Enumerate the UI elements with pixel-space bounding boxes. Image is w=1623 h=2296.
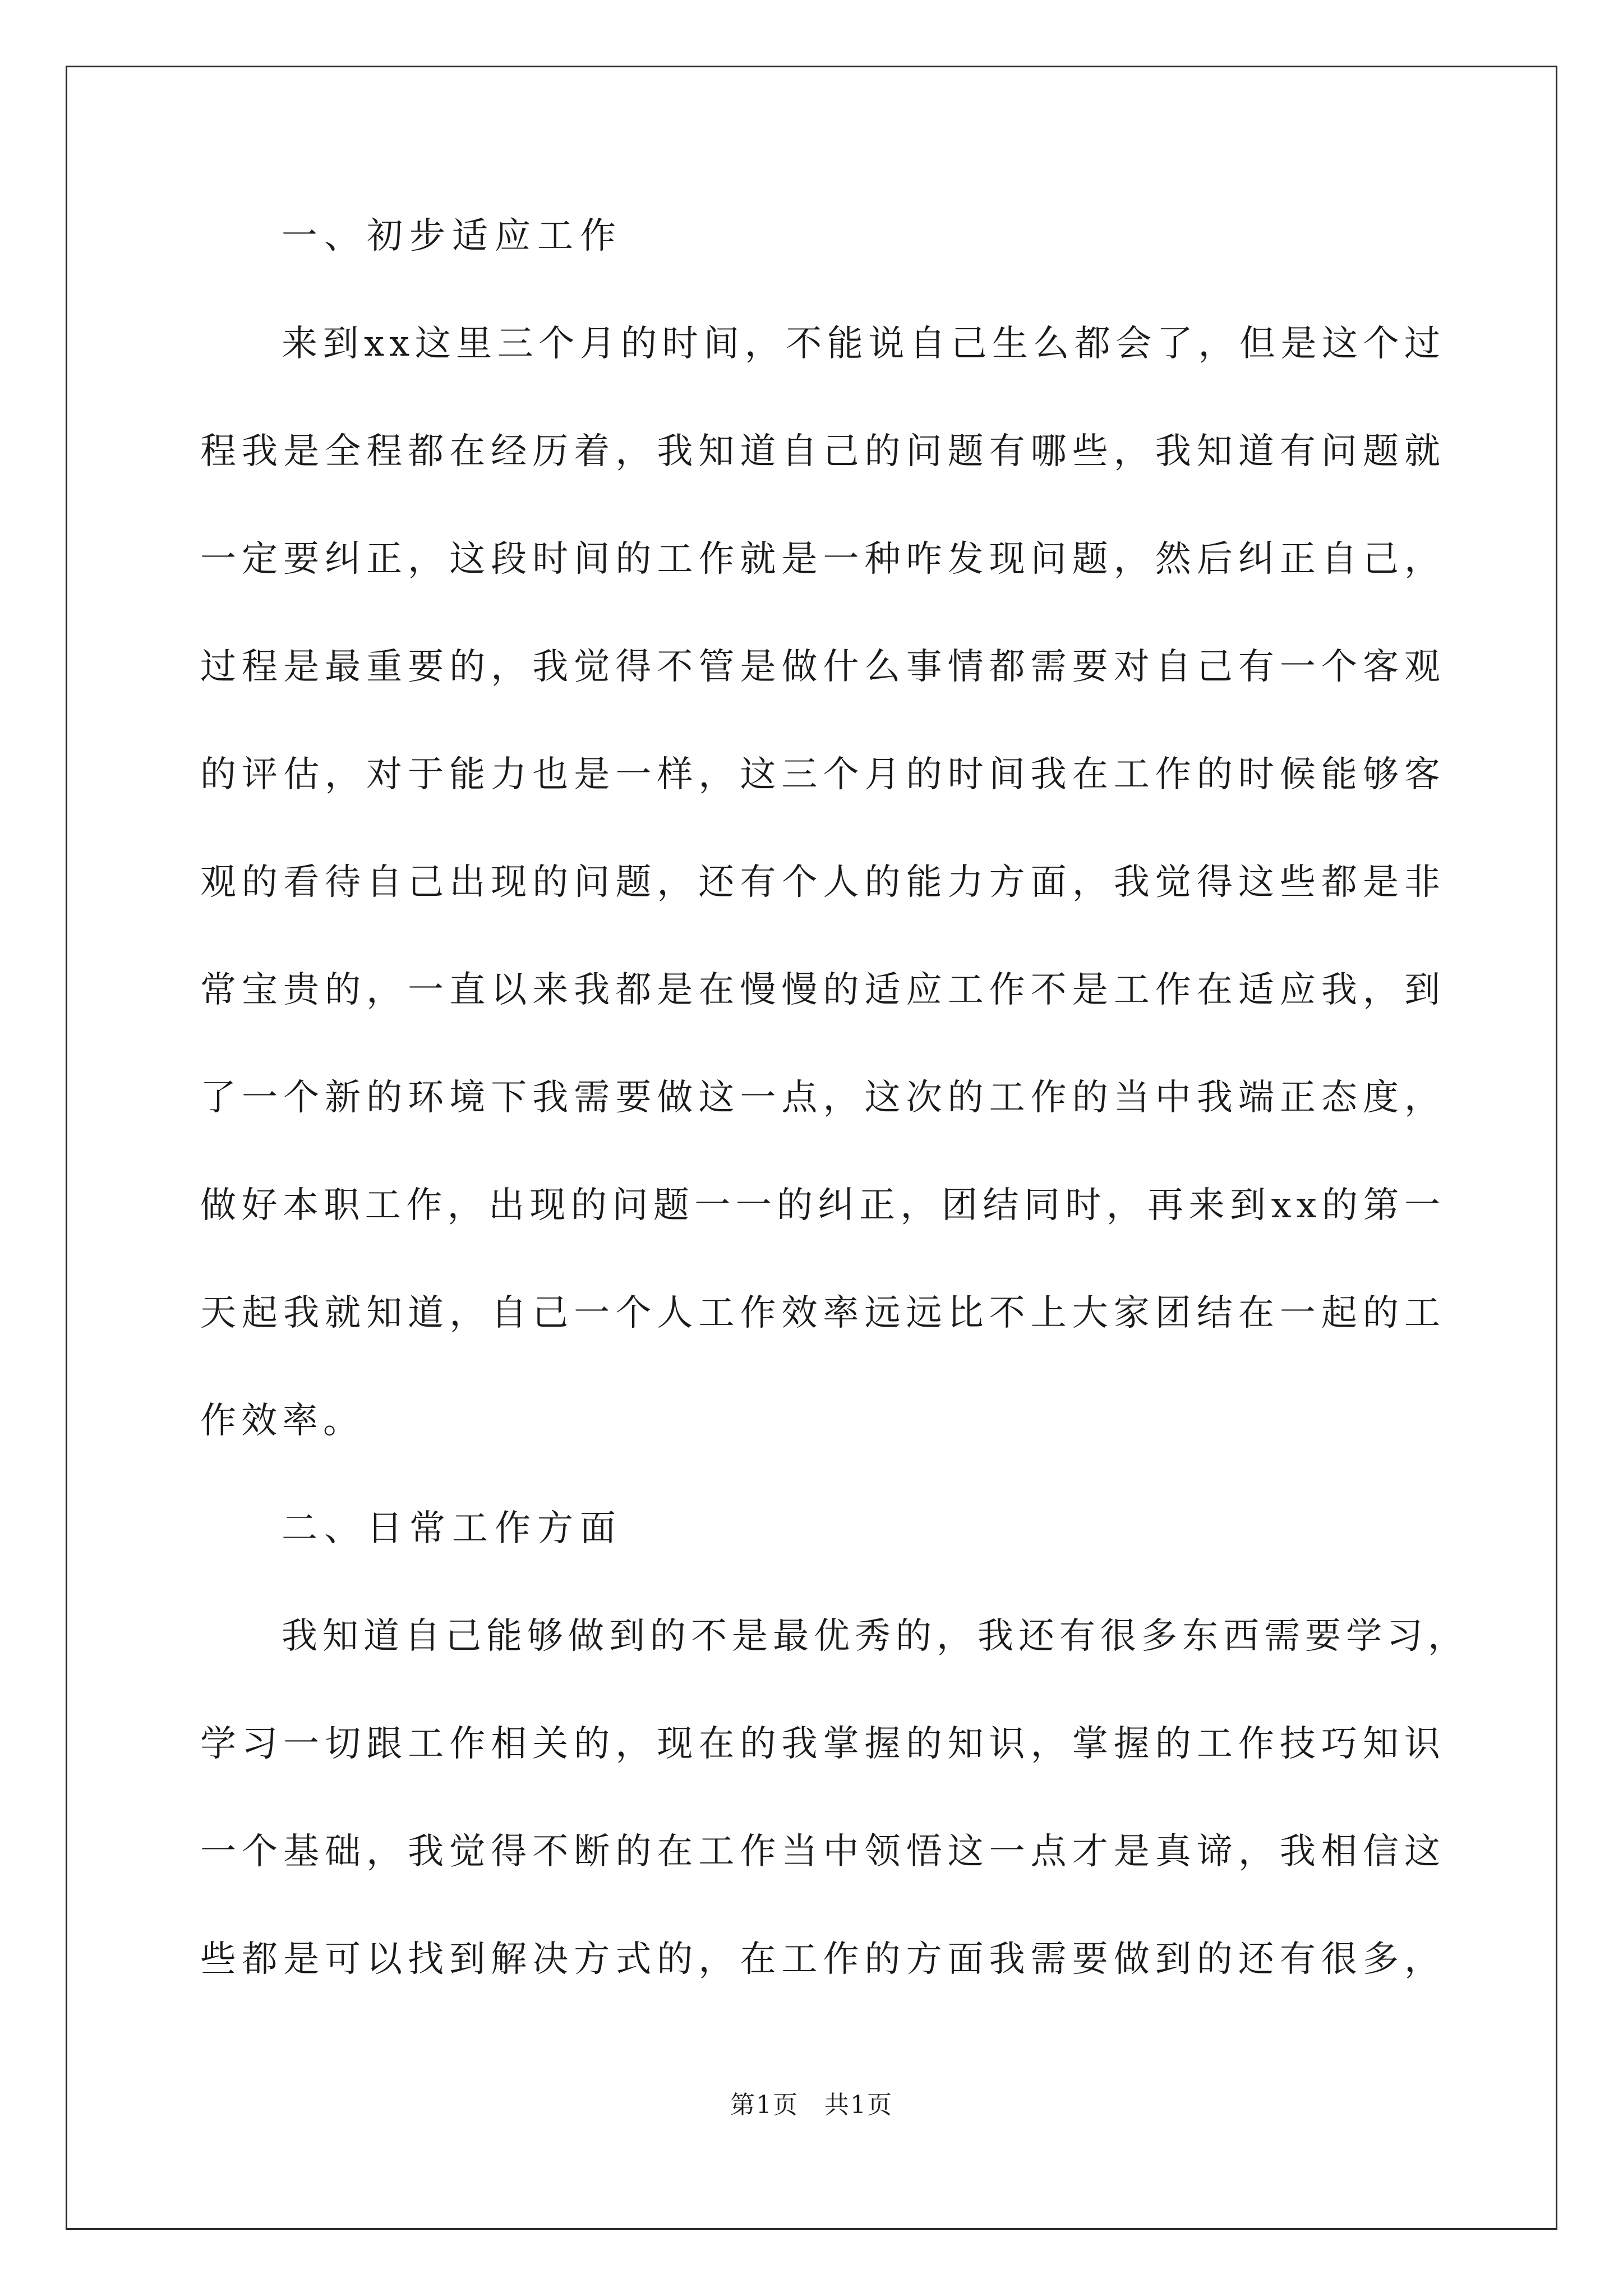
paragraph-line: 了一个新的环境下我需要做这一点，这次的工作的当中我端正态度， — [200, 1077, 1445, 1119]
paragraph-line: 些都是可以找到解决方式的，在工作的方面我需要做到的还有很多， — [200, 1939, 1445, 1980]
paragraph-line: 常宝贵的，一直以来我都是在慢慢的适应工作不是工作在适应我，到 — [200, 969, 1445, 1011]
paragraph-line: 学习一切跟工作相关的，现在的我掌握的知识，掌握的工作技巧知识 — [200, 1723, 1445, 1765]
paragraph-line: 的评估，对于能力也是一样，这三个月的时间我在工作的时候能够客 — [200, 754, 1445, 795]
page-number: 第1页 — [730, 2091, 799, 2119]
paragraph-line: 作效率。 — [200, 1400, 364, 1442]
paragraph-line: 做好本职工作，出现的问题一一的纠正，团结同时，再来到xx的第一 — [200, 1185, 1445, 1226]
paragraph-line: 程我是全程都在经历着，我知道自己的问题有哪些，我知道有问题就 — [200, 431, 1445, 472]
paragraph-line: 一个基础，我觉得不断的在工作当中领悟这一点才是真谛，我相信这 — [200, 1831, 1445, 1872]
section-heading-1: 一、初步适应工作 — [282, 215, 623, 257]
paragraph-line: 我知道自己能够做到的不是最优秀的，我还有很多东西需要学习， — [282, 1616, 1469, 1657]
paragraph-line: 过程是最重要的，我觉得不管是做什么事情都需要对自己有一个客观 — [200, 646, 1445, 688]
paragraph-line: 一定要纠正，这段时间的工作就是一种咋发现问题，然后纠正自己， — [200, 539, 1445, 580]
page-footer — [0, 2090, 1623, 2121]
page-total: 共1页 — [824, 2091, 893, 2119]
document-body — [200, 215, 1469, 2047]
paragraph-line: 来到xx这里三个月的时间，不能说自己生么都会了，但是这个过 — [282, 323, 1445, 365]
section-heading-2: 二、日常工作方面 — [282, 1508, 623, 1549]
paragraph-line: 天起我就知道，自己一个人工作效率远远比不上大家团结在一起的工 — [200, 1292, 1445, 1334]
paragraph-line: 观的看待自己出现的问题，还有个人的能力方面，我觉得这些都是非 — [200, 862, 1445, 903]
